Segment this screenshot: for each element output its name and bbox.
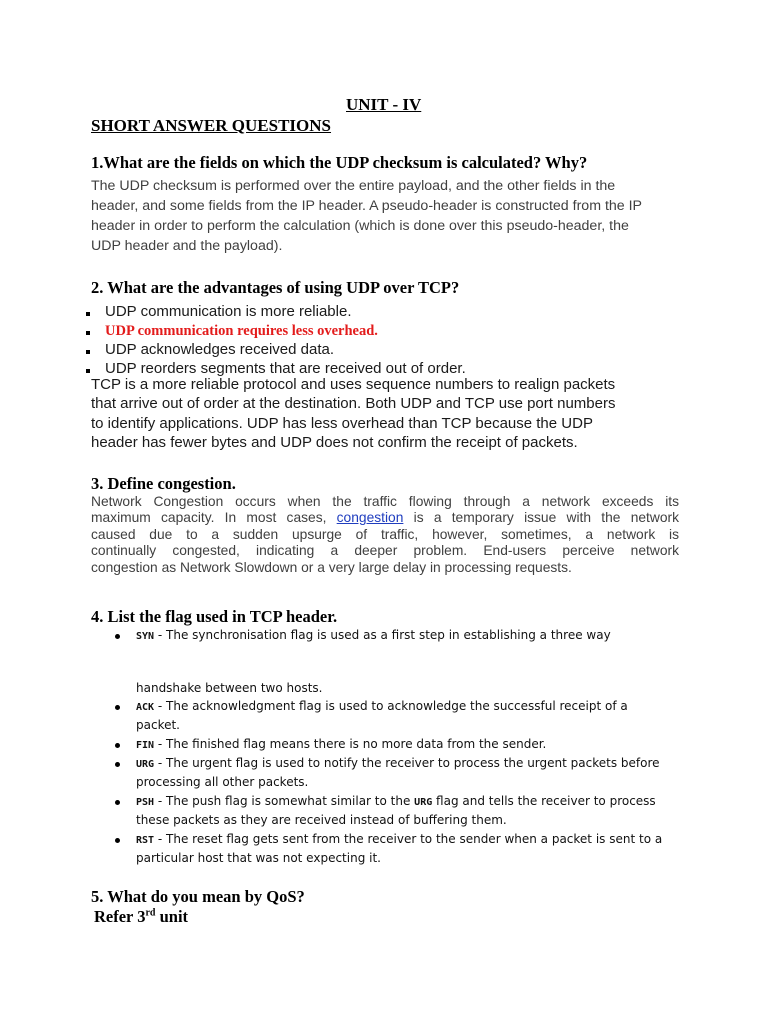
square-bullet-icon	[86, 331, 90, 335]
flag-item-fin	[136, 737, 546, 751]
flag-description-cont: packet.	[136, 718, 180, 732]
bullet-dot-icon	[115, 800, 120, 805]
option-text: UDP reorders segments that are received out of order.	[105, 360, 466, 377]
flag-code: PSH	[136, 797, 155, 808]
bullet-dot-icon	[115, 705, 120, 710]
flag-description: - The acknowledgment flag is used to acknowledge the successful receipt of a	[154, 699, 628, 713]
flag-description: - The urgent flag is used to notify the receiver to process the urgent packets before	[154, 756, 660, 770]
flag-description-cont: particular host that was not expecting it.	[136, 851, 381, 865]
flag-description: - The push flag is somewhat similar to the	[154, 794, 415, 808]
flag-description-cont: handshake between two hosts.	[136, 681, 323, 695]
answer-2-line: TCP is a more reliable protocol and uses sequence numbers to realign packets	[91, 376, 616, 393]
flag-code: RST	[136, 835, 155, 846]
question-4: 4. List the flag used in TCP header.	[91, 607, 338, 626]
question-2: 2. What are the advantages of using UDP over TCP?	[91, 278, 460, 297]
flag-code: FIN	[136, 740, 155, 751]
flag-item-urg	[136, 756, 660, 770]
flag-code: URG	[414, 797, 433, 808]
flag-code: URG	[136, 759, 155, 770]
flag-description: - The finished flag means there is no more data from the sender.	[154, 737, 547, 751]
flag-description-cont: these packets as they are received instead of buffering them.	[136, 813, 507, 827]
bullet-dot-icon	[115, 838, 120, 843]
bullet-dot-icon	[115, 743, 120, 748]
answer-3	[91, 494, 679, 576]
answer-2	[91, 375, 615, 452]
question-5: 5. What do you mean by QoS?	[91, 887, 305, 906]
flag-description: - The synchronisation flag is used as a first step in establishing a three way	[154, 628, 611, 642]
answer-2-line: that arrive out of order at the destination. Both UDP and TCP use port numbers	[91, 395, 616, 413]
flag-description: flag and tells the receiver to process	[432, 794, 656, 808]
answer-1	[91, 176, 679, 256]
flag-code: ACK	[136, 702, 155, 713]
flag-item-rst	[136, 832, 662, 846]
option-text: UDP acknowledges received data.	[105, 341, 335, 358]
square-bullet-icon	[86, 312, 90, 316]
question-3: 3. Define congestion.	[91, 474, 236, 493]
answer-3-line: caused due to a sudden upsurge of traffic, however, sometimes, a network is	[91, 526, 679, 542]
answer-3-line: congestion as Network Slowdown or a very large delay in processing requests.	[91, 559, 572, 575]
option-text-highlighted: UDP communication requires less overhead.	[105, 323, 378, 339]
answer-1-line: The UDP checksum is performed over the entire payload, and the other fields in the	[91, 178, 616, 194]
flag-item-syn	[136, 628, 611, 642]
bullet-dot-icon	[115, 634, 120, 639]
bullet-dot-icon	[115, 762, 120, 767]
square-bullet-icon	[86, 369, 90, 373]
flag-description-cont: processing all other packets.	[136, 775, 309, 789]
answer-1-line: UDP header and the payload).	[91, 238, 283, 254]
flag-code: SYN	[136, 631, 155, 642]
answer-1-line: header, and some fields from the IP header. A pseudo-header is constructed from the IP	[91, 198, 643, 214]
flag-description: - The reset flag gets sent from the receiver to the sender when a packet is sent to a	[154, 832, 663, 846]
answer-5: Refer 3rd unit	[94, 907, 189, 926]
flag-item-psh	[136, 794, 656, 808]
option-text: UDP communication is more reliable.	[105, 303, 352, 320]
answer-1-line: header in order to perform the calculation (which is done over this pseudo-header, the	[91, 218, 629, 234]
answer-3-line: continually congested, indicating a deeper problem. End-users perceive network	[91, 543, 679, 559]
answer-2-line: header has fewer bytes and UDP does not confirm the receipt of packets.	[91, 433, 578, 451]
unit-title: UNIT - IV	[346, 95, 422, 114]
question-1: 1.What are the fields on which the UDP checksum is calculated? Why?	[91, 153, 588, 172]
answer-3-line: Network Congestion occurs when the traffic flowing through a network exceeds its	[91, 494, 679, 509]
square-bullet-icon	[86, 350, 90, 354]
congestion-link[interactable]: congestion	[336, 510, 404, 526]
flag-item-ack	[136, 699, 628, 713]
answer-2-line: to identify applications. UDP has less overhead than TCP because the UDP	[91, 414, 593, 432]
section-heading: SHORT ANSWER QUESTIONS	[91, 116, 332, 135]
answer-3-line: maximum capacity. In most cases, congestion is a temporary issue with the network	[91, 510, 679, 526]
